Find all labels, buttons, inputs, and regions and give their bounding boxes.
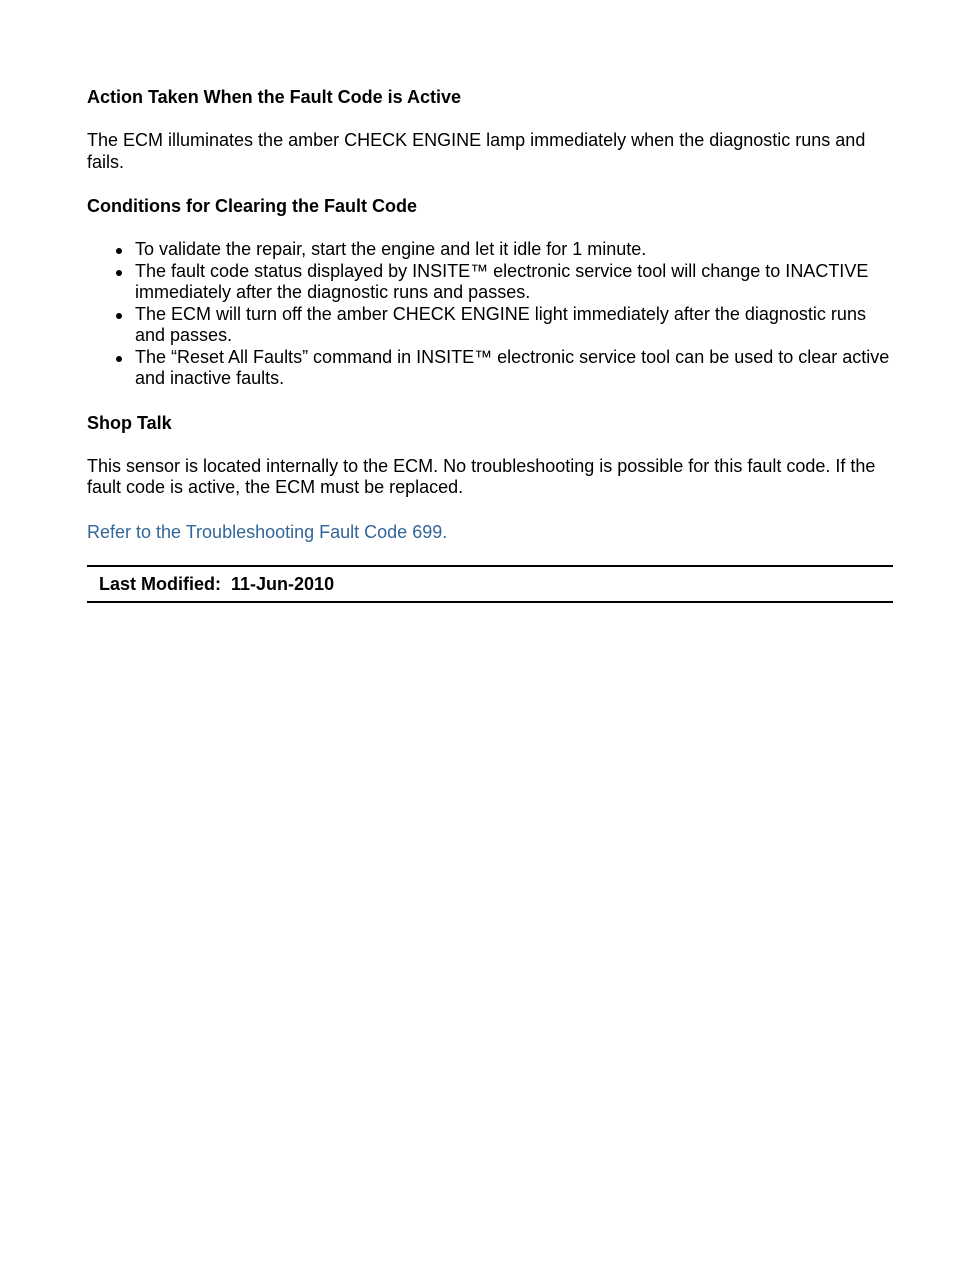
list-item — [87, 304, 893, 347]
list-item — [87, 261, 893, 304]
conditions-heading: Conditions for Clearing the Fault Code — [87, 196, 417, 216]
action-body: The ECM illuminates the amber CHECK ENGINE lamp immediately when the diagnostic runs and fails. — [87, 130, 866, 172]
bullet-icon — [116, 270, 122, 276]
list-item — [87, 239, 893, 261]
last-modified-date: 11-Jun-2010 — [231, 573, 335, 594]
list-item-text: The “Reset All Faults” command in INSITE™ electronic service tool can be used to clear active and inactive faults. — [135, 346, 890, 388]
bullet-icon — [116, 313, 122, 319]
troubleshooting-link[interactable]: Refer to the Troubleshooting Fault Code 699. — [87, 521, 448, 542]
shop-talk-body: This sensor is located internally to the ECM. No troubleshooting is possible for this fault code. If the fault code is active, the ECM must be replaced. — [87, 455, 876, 497]
list-item — [87, 347, 893, 390]
conditions-list — [87, 239, 893, 390]
shop-talk-heading: Shop Talk — [87, 412, 172, 433]
list-item-text: The fault code status displayed by INSITE™ electronic service tool will change to INACTIVE immediately after the diagnostic runs and passes. — [135, 260, 869, 302]
list-item-text: To validate the repair, start the engine and let it idle for 1 minute. — [135, 239, 647, 259]
bullet-icon — [116, 356, 122, 362]
last-modified-bar — [87, 565, 893, 603]
list-item-text: The ECM will turn off the amber CHECK ENGINE light immediately after the diagnostic runs and passes. — [135, 303, 866, 345]
document-page — [87, 86, 893, 603]
action-heading: Action Taken When the Fault Code is Active — [87, 87, 462, 107]
last-modified-label: Last Modified: — [99, 573, 221, 594]
bullet-icon — [116, 248, 122, 254]
